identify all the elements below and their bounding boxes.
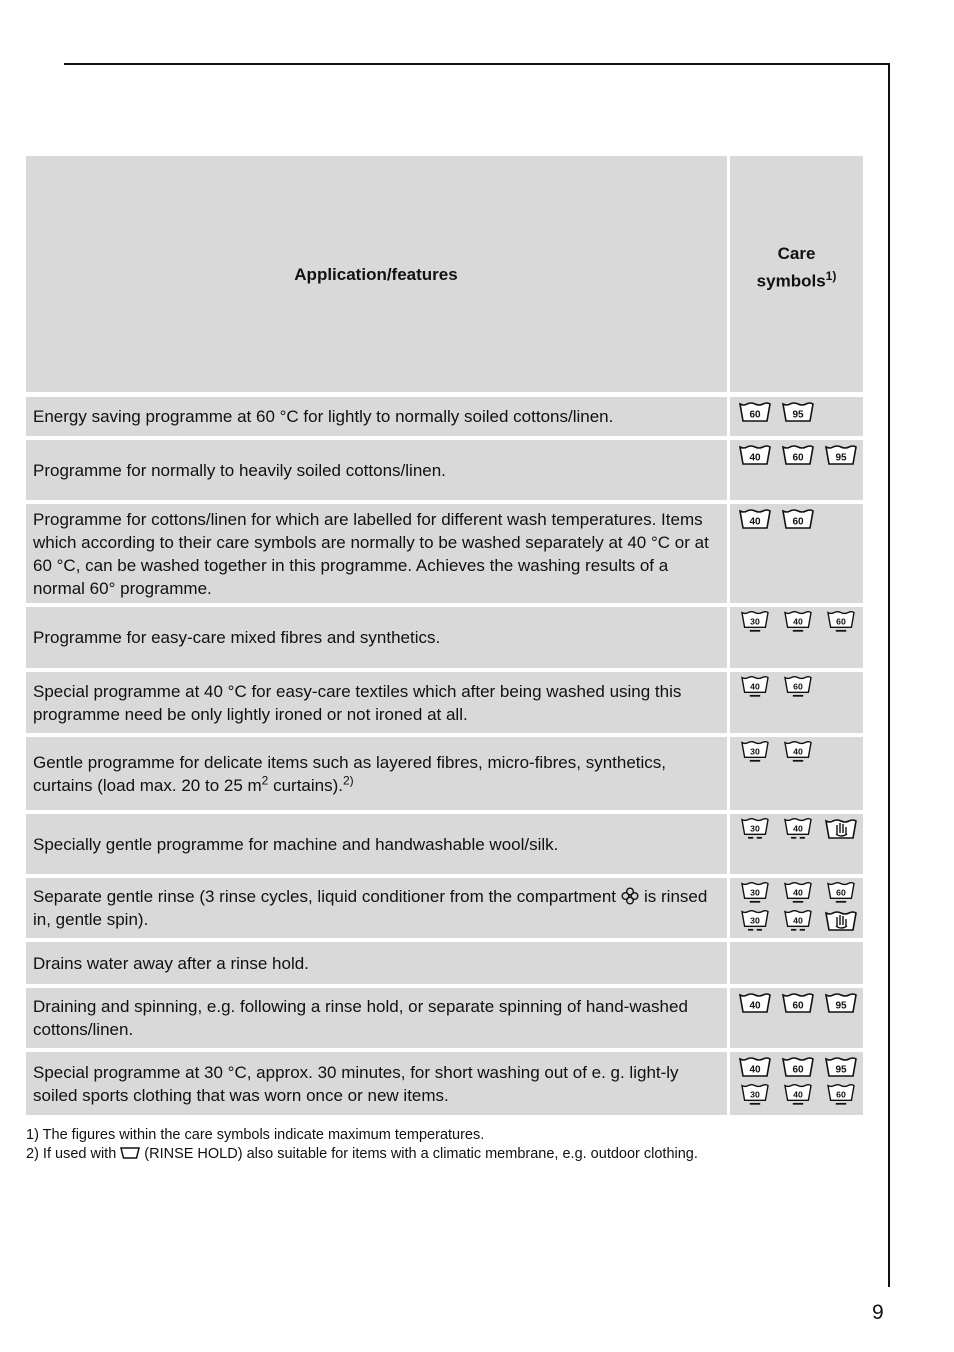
care-symbol-temperature: 30 — [750, 887, 760, 898]
wash-tub-40-icon — [738, 675, 772, 701]
wash-tub-95-icon — [824, 443, 858, 469]
wash-tub-60-icon — [781, 675, 815, 701]
care-symbol-temperature: 60 — [836, 616, 846, 627]
care-symbol-temperature: 30 — [750, 616, 760, 627]
care-symbol-temperature: 60 — [793, 681, 803, 692]
row-care-symbols — [730, 814, 863, 874]
row-text: Draining and spinning, e.g. following a rinse hold, or separate spinning of hand-washed cottons/linen. — [26, 988, 727, 1048]
page-number: 9 — [872, 1301, 884, 1324]
wash-tub-95-icon — [781, 400, 815, 426]
care-symbol-temperature: 30 — [750, 823, 760, 834]
care-symbol-temperature: 30 — [750, 1089, 760, 1100]
care-symbol-temperature: 40 — [749, 1000, 761, 1012]
row-care-symbols — [730, 607, 863, 668]
care-symbol-temperature: 30 — [750, 915, 760, 926]
wash-tub-95-icon — [824, 991, 858, 1017]
row-care-symbols — [730, 397, 863, 436]
care-symbol-temperature: 60 — [792, 1064, 804, 1076]
table-row — [26, 504, 863, 603]
care-symbol-temperature: 30 — [750, 746, 760, 757]
wash-tub-60-icon — [824, 610, 858, 636]
handwash-tub-icon — [824, 909, 858, 935]
table-row — [26, 607, 863, 668]
header-application — [26, 156, 727, 392]
rinse-hold-tub-icon — [120, 1146, 140, 1159]
care-symbol-temperature: 40 — [749, 452, 761, 464]
table-row — [26, 737, 863, 810]
care-symbol-temperature: 40 — [793, 823, 803, 834]
header-care-label: Care symbols$^{1)}$ — [756, 244, 837, 291]
row-text: Programme for easy-care mixed fibres and synthetics. — [26, 607, 727, 668]
care-symbol-temperature: 40 — [793, 915, 803, 926]
wash-tub-30-icon — [738, 1083, 772, 1109]
wash-tub-60-icon — [824, 881, 858, 907]
wash-tub-60-icon — [781, 991, 815, 1017]
care-symbol-temperature: 60 — [792, 452, 804, 464]
wash-tub-95-icon — [824, 1055, 858, 1081]
wash-tub-40-icon — [781, 610, 815, 636]
wash-tub-30-icon — [738, 881, 772, 907]
care-symbol-temperature: 40 — [793, 746, 803, 757]
wash-tub-60-icon — [781, 443, 815, 469]
wash-tub-40-icon — [738, 1055, 772, 1081]
top-rule — [64, 63, 890, 65]
header-care — [730, 156, 863, 392]
wash-tub-40-icon — [781, 1083, 815, 1109]
care-symbol-temperature: 95 — [835, 1000, 847, 1012]
table-row — [26, 440, 863, 500]
table-row — [26, 1052, 863, 1115]
row-text: Programme for cottons/linen for which are labelled for different wash temperatures. Items which according to their care symbols are normally to be washed separately at 40 °C or at 60 °C, can be washed together in this programme. Achieves the washing results of a normal 60° programme. — [26, 504, 727, 603]
row-care-symbols — [730, 878, 863, 938]
care-symbol-temperature: 95 — [835, 1064, 847, 1076]
row-text: Energy saving programme at 60 °C for lightly to normally soiled cottons/linen. — [26, 397, 727, 436]
wash-tub-30-icon — [738, 909, 772, 935]
footnotes — [26, 1126, 698, 1164]
row-care-symbols — [730, 504, 863, 603]
right-rule — [888, 63, 890, 1287]
wash-tub-30-icon — [738, 610, 772, 636]
footnote-2: 2) If used with (RINSE HOLD) also suitable for items with a climatic membrane, e.g. outdoor clothing. — [26, 1146, 698, 1162]
wash-tub-40-icon — [738, 443, 772, 469]
care-symbol-temperature: 95 — [792, 409, 804, 421]
care-symbol-temperature: 60 — [836, 1089, 846, 1100]
wash-tub-30-icon — [738, 817, 772, 843]
wash-tub-30-icon — [738, 740, 772, 766]
wash-tub-40-icon — [781, 817, 815, 843]
care-symbol-temperature: 60 — [792, 1000, 804, 1012]
care-symbol-temperature: 40 — [749, 516, 761, 528]
row-text: Special programme at 30 °C, approx. 30 minutes, for short washing out of e. g. light-ly soiled sports clothing that was worn once or new items. — [26, 1052, 727, 1115]
wash-tub-60-icon — [781, 1055, 815, 1081]
wash-tub-40-icon — [781, 909, 815, 935]
header-application-label: Application/features — [294, 264, 458, 284]
row-text: Drains water away after a rinse hold. — [26, 942, 727, 984]
wash-tub-40-icon — [781, 740, 815, 766]
row-text: Separate gentle rinse (3 rinse cycles, liquid conditioner from the compartment is rinsed in, gentle spin). — [26, 878, 727, 938]
row-care-symbols — [730, 440, 863, 500]
conditioner-flower-icon — [621, 887, 639, 905]
wash-tub-40-icon — [781, 881, 815, 907]
row-care-symbols — [730, 737, 863, 810]
table-header — [26, 156, 863, 392]
care-symbol-temperature: 40 — [793, 1089, 803, 1100]
care-symbol-temperature: 60 — [792, 516, 804, 528]
care-symbol-temperature: 95 — [835, 452, 847, 464]
table-row — [26, 942, 863, 984]
handwash-tub-icon — [824, 817, 858, 843]
care-symbol-temperature: 40 — [793, 887, 803, 898]
footnote-1: 1) The figures within the care symbols indicate maximum temperatures. — [26, 1127, 485, 1143]
row-care-symbols — [730, 672, 863, 733]
table-row — [26, 988, 863, 1048]
row-text: Gentle programme for delicate items such as layered fibres, micro-fibres, synthetics, curtains (load max. 20 to 25 $m^2$ curtains).$^{2)}$ — [26, 737, 727, 810]
row-text: Specially gentle programme for machine and handwashable wool/silk. — [26, 814, 727, 874]
row-text: Special programme at 40 °C for easy-care textiles which after being washed using this programme need be only lightly ironed or not ironed at all. — [26, 672, 727, 733]
care-symbol-temperature: 40 — [793, 616, 803, 627]
row-text: Programme for normally to heavily soiled cottons/linen. — [26, 440, 727, 500]
row-care-symbols — [730, 988, 863, 1048]
wash-tub-60-icon — [781, 507, 815, 533]
care-symbol-temperature: 60 — [836, 887, 846, 898]
care-symbol-temperature: 40 — [750, 681, 760, 692]
wash-tub-40-icon — [738, 991, 772, 1017]
wash-tub-60-icon — [824, 1083, 858, 1109]
table-row — [26, 397, 863, 436]
care-symbol-temperature: 60 — [749, 409, 761, 421]
table-row — [26, 878, 863, 938]
table-row — [26, 672, 863, 733]
programme-table — [26, 156, 863, 1119]
wash-tub-60-icon — [738, 400, 772, 426]
table-row — [26, 814, 863, 874]
care-symbol-temperature: 40 — [749, 1064, 761, 1076]
row-care-symbols — [730, 1052, 863, 1115]
wash-tub-40-icon — [738, 507, 772, 533]
row-care-symbols — [730, 942, 863, 984]
